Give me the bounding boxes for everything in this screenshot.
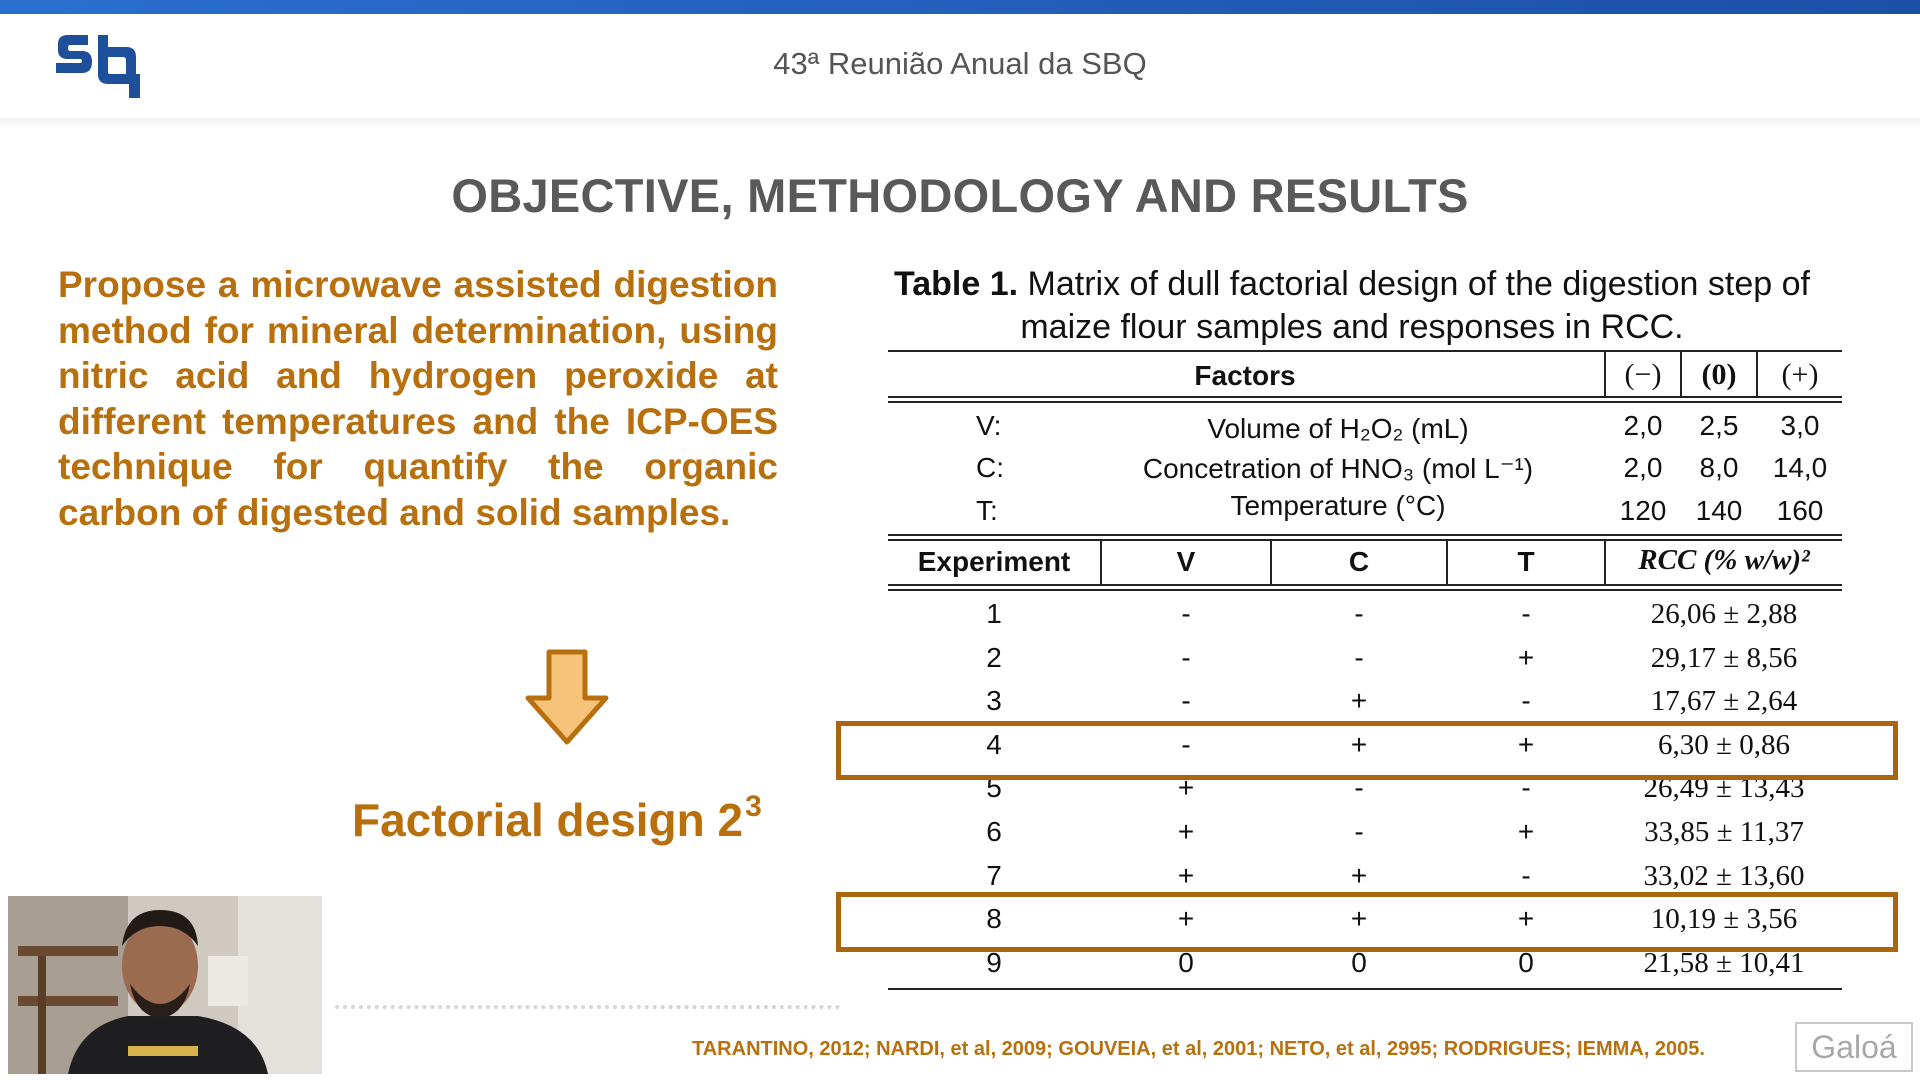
exp-rcc-value: 33,85 ± 11,37 [1644, 816, 1804, 848]
down-arrow-icon [522, 648, 612, 748]
exp-number: 5 [986, 772, 1002, 804]
exp-number: 3 [986, 685, 1002, 717]
factor-level: 14,0 [1772, 452, 1828, 483]
table-rule-bottom [888, 988, 1842, 990]
exp-v-level: + [1177, 859, 1195, 891]
table-caption [852, 263, 1852, 349]
exp-header-c: C [1348, 546, 1370, 577]
exp-v-level: - [1181, 641, 1191, 673]
exp-v-level: - [1181, 598, 1191, 629]
factor-name: Concetration of HNO₃ (mol L⁻¹) [1142, 453, 1534, 484]
exp-number: 8 [986, 903, 1002, 935]
exp-rcc-value: 33,02 ± 13,60 [1643, 859, 1805, 892]
exp-number: 1 [986, 598, 1002, 629]
table-rule-top [888, 350, 1842, 352]
factorial-label-text: Factorial design 2 [352, 794, 744, 846]
factor-name: Temperature (°C) [1230, 490, 1446, 521]
exp-c-level: + [1350, 903, 1368, 935]
conference-title: 43ª Reunião Anual da SBQ [773, 46, 1147, 81]
exp-rcc-value: 29,17 ± 8,56 [1650, 641, 1798, 674]
level-header-zero: (0) [1701, 358, 1737, 391]
exp-header-experiment: Experiment [917, 546, 1071, 577]
header-divider [0, 118, 1920, 130]
table-rule-double [888, 401, 1842, 403]
exp-c-level: + [1350, 859, 1368, 891]
exp-v-level: + [1177, 772, 1195, 804]
slide-title: OBJECTIVE, METHODOLOGY AND RESULTS [451, 169, 1469, 222]
exp-number: 6 [986, 816, 1002, 847]
exp-c-level: - [1354, 641, 1364, 673]
factorial-exponent: 3 [745, 790, 762, 823]
table-rule-double [888, 584, 1842, 586]
exp-c-level: + [1350, 685, 1368, 717]
exp-rcc-value: 26,06 ± 2,88 [1650, 598, 1798, 630]
level-header-minus: (−) [1624, 358, 1662, 391]
exp-t-level: - [1521, 598, 1531, 629]
exp-header-t: T [1517, 546, 1535, 577]
factor-level: 160 [1776, 495, 1824, 526]
exp-header-v: V [1176, 546, 1196, 577]
exp-v-level: + [1177, 816, 1195, 847]
factor-level: 140 [1695, 495, 1743, 526]
citation-text: TARANTINO, 2012; NARDI, et al, 2009; GOUVEIA, et al, 2001; NETO, et al, 2995; RODRIGUES; IEMMA, 2005. [692, 1038, 1705, 1060]
highlight-box-exp-8 [836, 892, 1898, 952]
exp-t-level: - [1521, 859, 1531, 891]
galoa-watermark: Galoá [1795, 1022, 1913, 1072]
table-rule-double [888, 589, 1842, 591]
exp-t-level: - [1521, 685, 1531, 717]
factor-name: Volume of H₂O₂ (mL) [1207, 413, 1469, 444]
exp-number: 2 [986, 641, 1002, 673]
exp-c-level: 0 [1351, 946, 1367, 978]
exp-number: 4 [986, 728, 1002, 760]
factor-level: 2,5 [1699, 410, 1739, 441]
factor-level: 3,0 [1780, 410, 1820, 441]
highlight-box-exp-4 [836, 721, 1898, 780]
table-caption-text: Matrix of dull factorial design of the digestion step of maize flour samples and responses in RCC. [1018, 265, 1810, 346]
table-caption-label: Table 1. [894, 265, 1019, 303]
exp-v-level: 0 [1178, 946, 1194, 978]
top-color-bar [0, 0, 1920, 14]
factorial-design-label [352, 790, 762, 847]
exp-t-level: 0 [1518, 946, 1534, 978]
factor-level: 2,0 [1623, 410, 1663, 441]
dotted-divider [335, 1005, 840, 1009]
factor-code: T: [976, 495, 998, 526]
exp-t-level: + [1517, 816, 1535, 847]
exp-rcc-value: 26,49 ± 13,43 [1643, 772, 1805, 805]
exp-t-level: + [1517, 903, 1535, 935]
exp-number: 7 [986, 859, 1002, 891]
exp-c-level: + [1350, 728, 1368, 760]
exp-v-level: - [1181, 685, 1191, 717]
exp-number: 9 [986, 946, 1002, 978]
table-rule-double [888, 539, 1842, 541]
presenter-video-frame [8, 896, 322, 1074]
exp-rcc-value: 17,67 ± 2,64 [1650, 685, 1798, 718]
factor-code: V: [976, 410, 1002, 441]
exp-c-level: - [1354, 816, 1364, 847]
factors-header: Factors [1194, 360, 1296, 391]
exp-v-level: - [1181, 728, 1191, 760]
objective-text: Propose a microwave assisted digestion method for mineral determination, using nitric acid and hydrogen peroxide at different temperatures and the ICP-OES technique for quantify the organic carbon of digested and solid samples. [58, 264, 778, 533]
table-rule-double [888, 534, 1842, 536]
factor-level: 120 [1619, 495, 1667, 526]
exp-rcc-value: 21,58 ± 10,41 [1643, 946, 1805, 979]
exp-header-rcc: RCC (% w/w)² [1638, 544, 1810, 576]
exp-c-level: - [1354, 598, 1364, 629]
level-header-plus: (+) [1781, 358, 1819, 391]
exp-c-level: - [1354, 772, 1364, 804]
table-rule-double [888, 396, 1842, 398]
exp-v-level: + [1177, 903, 1195, 935]
exp-t-level: + [1517, 728, 1535, 760]
webcam-video [8, 896, 322, 1074]
factor-code: C: [976, 452, 1004, 483]
exp-t-level: - [1521, 772, 1531, 804]
factor-level: 8,0 [1699, 452, 1739, 483]
factor-level: 2,0 [1623, 452, 1663, 483]
exp-rcc-value: 10,19 ± 3,56 [1650, 903, 1798, 936]
exp-t-level: + [1517, 641, 1535, 673]
exp-rcc-value: 6,30 ± 0,86 [1658, 728, 1790, 761]
